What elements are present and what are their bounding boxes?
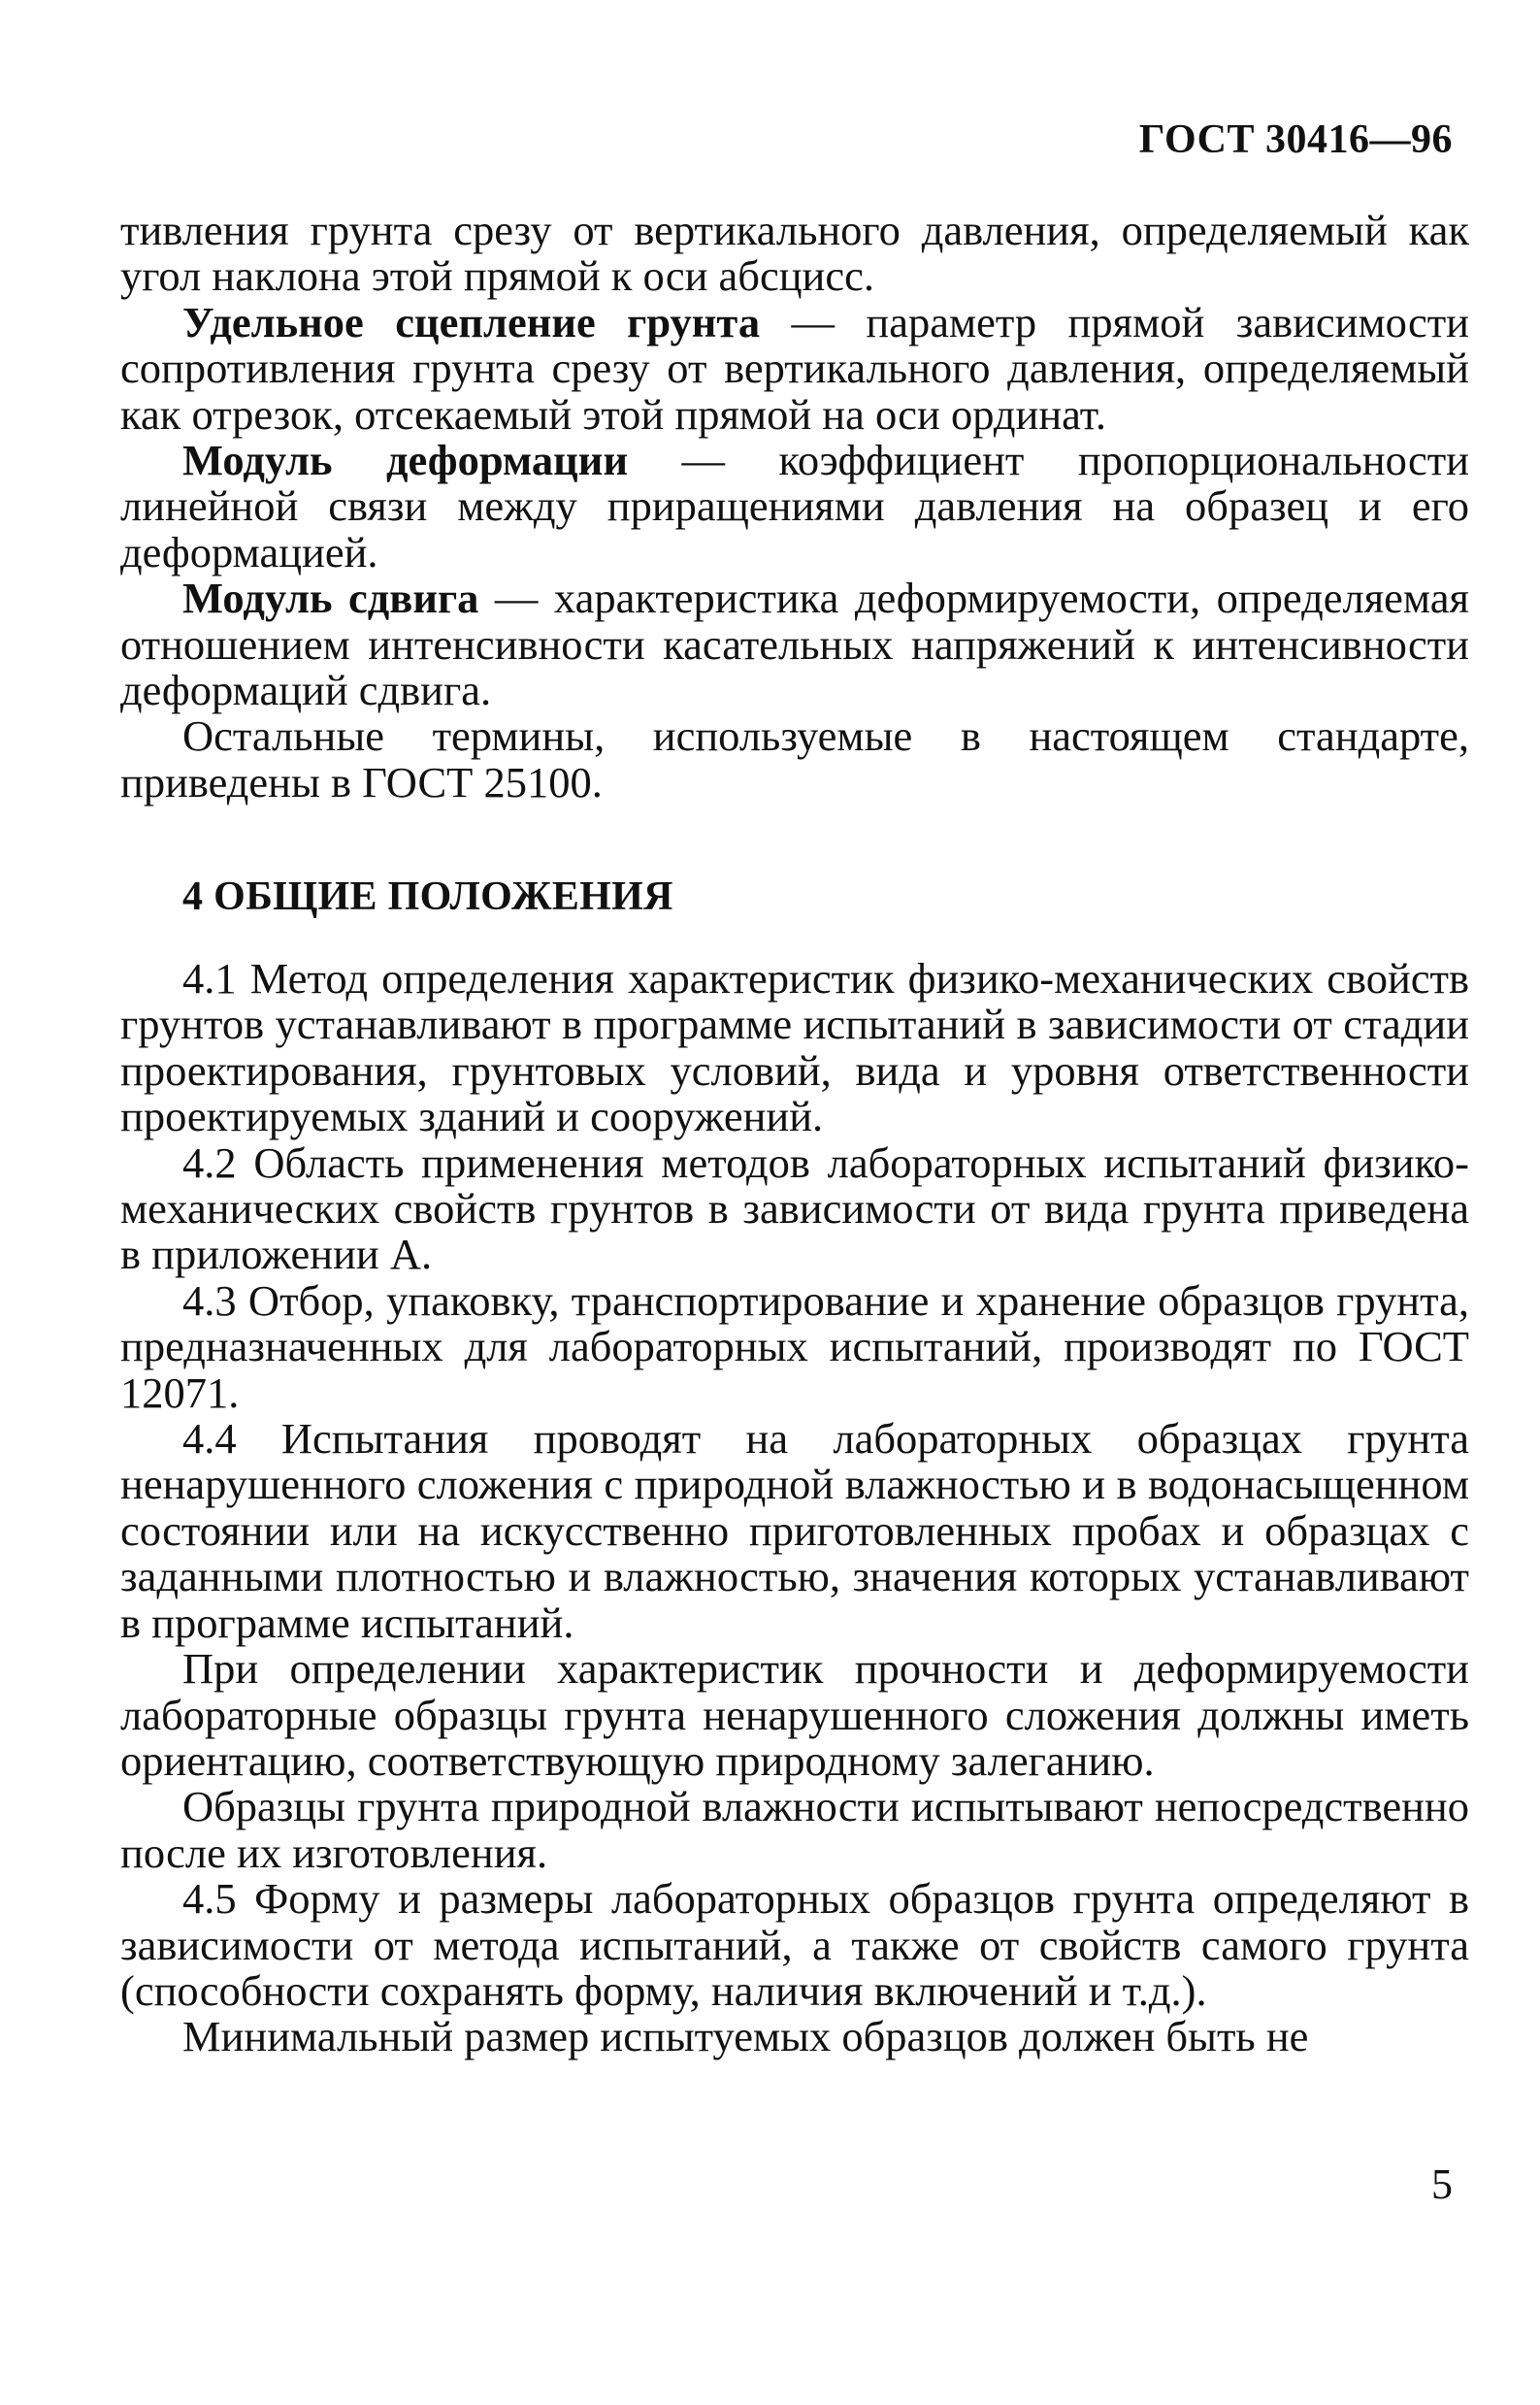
section-paragraph: 4.5 Форму и размеры лабораторных образцов грунта определяют в зависимости от метода испытаний, а также от свойств самого грунта (способности сохранять форму, наличия включений и т.д.). bbox=[120, 1874, 1469, 2015]
term-paragraph bbox=[120, 438, 1469, 576]
section-paragraph: 4.4 Испытания проводят на лабораторных образцах грунта ненарушенного сложения с природной влажностью и в водонасыщенном состоянии или на искусственно приготовленных пробах и образцах с заданными плотностью и влажностью, значения которых устанавливают в программе испытаний. bbox=[120, 1414, 1469, 1647]
page-number: 5 bbox=[1431, 2160, 1453, 2208]
term-title: Модуль сдвига bbox=[182, 574, 479, 623]
continued-paragraph: тивления грунта срезу от вертикального давления, определяемый как угол наклона этой прямой к оси абсцисс. bbox=[120, 206, 1469, 301]
section-paragraph: Минимальный размер испытуемых образцов должен быть не bbox=[182, 2012, 1309, 2061]
definitions-block bbox=[120, 208, 1469, 806]
term-paragraph bbox=[120, 576, 1469, 713]
section-paragraph: 4.3 Отбор, упаковку, транспортирование и хранение образцов грунта, предназначенных для лабораторных испытаний, производят по ГОСТ 12071. bbox=[120, 1275, 1469, 1417]
document-header: ГОСТ 30416—96 bbox=[1138, 117, 1453, 162]
term-definition: — коэффициент пропорциональности линейной связи между приращениями давления на образец и его деформацией. bbox=[120, 436, 1469, 577]
section-paragraph: 4.2 Область применения методов лабораторных испытаний физико-механических свойств грунтов в зависимости от вида грунта приведена в приложении А. bbox=[120, 1137, 1469, 1279]
section-paragraph: При определении характеристик прочности и деформируемости лабораторные образцы грунта ненарушенного сложения должны иметь ориентацию, соответствующую природному залеганию. bbox=[120, 1644, 1469, 1785]
other-terms-paragraph: Остальные термины, используемые в настоящем стандарте, приведены в ГОСТ 25100. bbox=[120, 711, 1469, 807]
term-definition: — параметр прямой зависимости сопротивления грунта срезу от вертикального давления, определяемый как отрезок, отсекаемый этой прямой на оси ординат. bbox=[120, 297, 1469, 439]
section-heading: 4 ОБЩИЕ ПОЛОЖЕНИЯ bbox=[182, 874, 673, 919]
section-paragraph: 4.1 Метод определения характеристик физико-механических свойств грунтов устанавливают в программе испытаний в зависимости от стадии проектирования, грунтовых условий, вида и уровня ответственности проектируемых зданий и сооружений. bbox=[120, 954, 1469, 1141]
section-paragraph: Образцы грунта природной влажности испытывают непосредственно после их изготовления. bbox=[120, 1782, 1469, 1877]
section-body bbox=[120, 956, 1469, 2060]
term-paragraph bbox=[120, 297, 1469, 439]
term-definition: — характеристика деформируемости, определяемая отношением интенсивности касательных напряжений к интенсивности деформаций сдвига. bbox=[120, 574, 1469, 715]
term-title: Модуль деформации bbox=[182, 436, 629, 485]
term-title: Удельное сцепление грунта bbox=[182, 297, 761, 346]
